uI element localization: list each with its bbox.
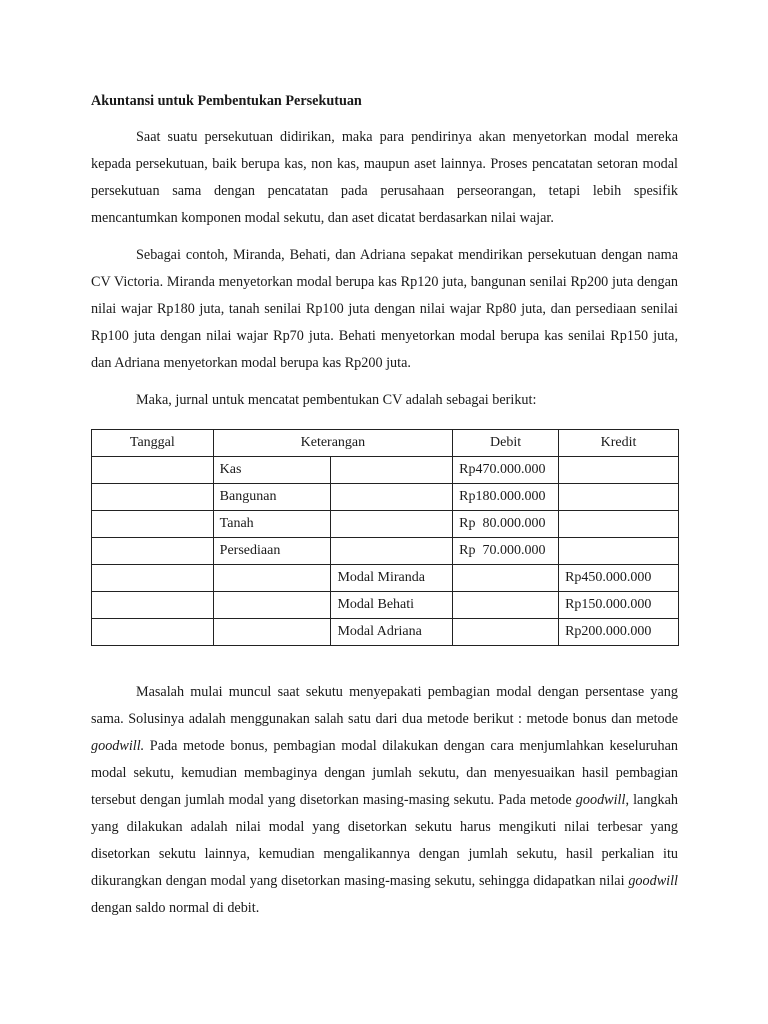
- credit-cell: Rp450.000.000: [559, 565, 679, 592]
- account-cell: [213, 592, 331, 619]
- journal-header-row: [92, 430, 679, 457]
- debit-cell: [453, 592, 559, 619]
- methods-text-3: , langkah yang dilakukan adalah nilai modal yang disetorkan sekutu harus mengikuti nilai terbesar yang disetorkan sekutu lainnya, kemudian mengalikannya dengan jumlah sekutu, hasil perkalian itu dikurangkan dengan modal yang disetorkan masing-masing sekutu, sehingga didapatkan nilai: [91, 792, 678, 889]
- goodwill-term: goodwill: [575, 792, 626, 808]
- sub-account-cell: [331, 484, 453, 511]
- account-cell: [213, 619, 331, 646]
- account-cell: Tanah: [213, 511, 331, 538]
- intro-paragraph: Saat suatu persekutuan didirikan, maka para pendirinya akan menyetorkan modal mereka kepada persekutuan, baik berupa kas, non kas, maupun aset lainnya. Proses pencatatan setoran modal persekutuan sama dengan pencatatan pada perusahaan perseorangan, tetapi lebih spesifik mencantumkan komponen modal sekutu, dan aset dicatat berdasarkan nilai wajar.: [91, 129, 678, 226]
- account-cell: Kas: [213, 457, 331, 484]
- date-cell: [92, 538, 214, 565]
- date-cell: [92, 457, 214, 484]
- date-cell: [92, 619, 214, 646]
- document-title: Akuntansi untuk Pembentukan Persekutuan: [91, 93, 362, 109]
- sub-account-cell: Modal Adriana: [331, 619, 453, 646]
- credit-cell: Rp150.000.000: [559, 592, 679, 619]
- goodwill-term: goodwill.: [91, 738, 145, 754]
- methods-text-2: Pada metode bonus, pembagian modal dilakukan dengan cara menjumlahkan keseluruhan modal sekutu, kemudian membaginya dengan jumlah sekutu, dan menyesuaikan hasil pembagian tersebut dengan jumlah modal yang disetorkan masing-masing sekutu. Pada metode: [91, 738, 678, 808]
- header-debit: Debit: [453, 430, 559, 457]
- table-row: [92, 592, 679, 619]
- date-cell: [92, 484, 214, 511]
- header-credit: Kredit: [559, 430, 679, 457]
- debit-cell: Rp 70.000.000: [453, 538, 559, 565]
- sub-account-cell: Modal Behati: [331, 592, 453, 619]
- table-row: [92, 484, 679, 511]
- sub-account-cell: [331, 538, 453, 565]
- account-cell: Persediaan: [213, 538, 331, 565]
- account-cell: [213, 565, 331, 592]
- debit-cell: Rp180.000.000: [453, 484, 559, 511]
- date-cell: [92, 511, 214, 538]
- debit-cell: [453, 565, 559, 592]
- methods-text-1: Masalah mulai muncul saat sekutu menyepakati pembagian modal dengan persentase yang sama. Solusinya adalah menggunakan salah satu dari dua metode berikut : metode bonus dan metode: [91, 684, 678, 727]
- methods-text-4: dengan saldo normal di debit.: [91, 900, 260, 916]
- date-cell: [92, 565, 214, 592]
- table-row: [92, 511, 679, 538]
- journal-table: [91, 429, 679, 646]
- table-row: [92, 565, 679, 592]
- credit-cell: [559, 457, 679, 484]
- journal-intro-paragraph: Maka, jurnal untuk mencatat pembentukan CV adalah sebagai berikut:: [136, 392, 537, 408]
- debit-cell: [453, 619, 559, 646]
- debit-cell: Rp 80.000.000: [453, 511, 559, 538]
- credit-cell: Rp200.000.000: [559, 619, 679, 646]
- debit-cell: Rp470.000.000: [453, 457, 559, 484]
- credit-cell: [559, 511, 679, 538]
- table-row: [92, 538, 679, 565]
- sub-account-cell: [331, 511, 453, 538]
- methods-paragraph: [91, 679, 678, 922]
- header-description: Keterangan: [213, 430, 452, 457]
- header-date: Tanggal: [92, 430, 214, 457]
- sub-account-cell: [331, 457, 453, 484]
- credit-cell: [559, 484, 679, 511]
- credit-cell: [559, 538, 679, 565]
- example-paragraph: Sebagai contoh, Miranda, Behati, dan Adriana sepakat mendirikan persekutuan dengan nama CV Victoria. Miranda menyetorkan modal berupa kas Rp120 juta, bangunan senilai Rp200 juta dengan nilai wajar Rp180 juta, tanah senilai Rp100 juta dengan nilai wajar Rp80 juta, dan persediaan senilai Rp100 juta dengan nilai wajar Rp70 juta. Behati menyetorkan modal berupa kas senilai Rp150 juta, dan Adriana menyetorkan modal berupa kas Rp200 juta.: [91, 247, 678, 371]
- date-cell: [92, 592, 214, 619]
- sub-account-cell: Modal Miranda: [331, 565, 453, 592]
- table-row: [92, 619, 679, 646]
- goodwill-term: goodwill: [628, 873, 678, 889]
- table-row: [92, 457, 679, 484]
- account-cell: Bangunan: [213, 484, 331, 511]
